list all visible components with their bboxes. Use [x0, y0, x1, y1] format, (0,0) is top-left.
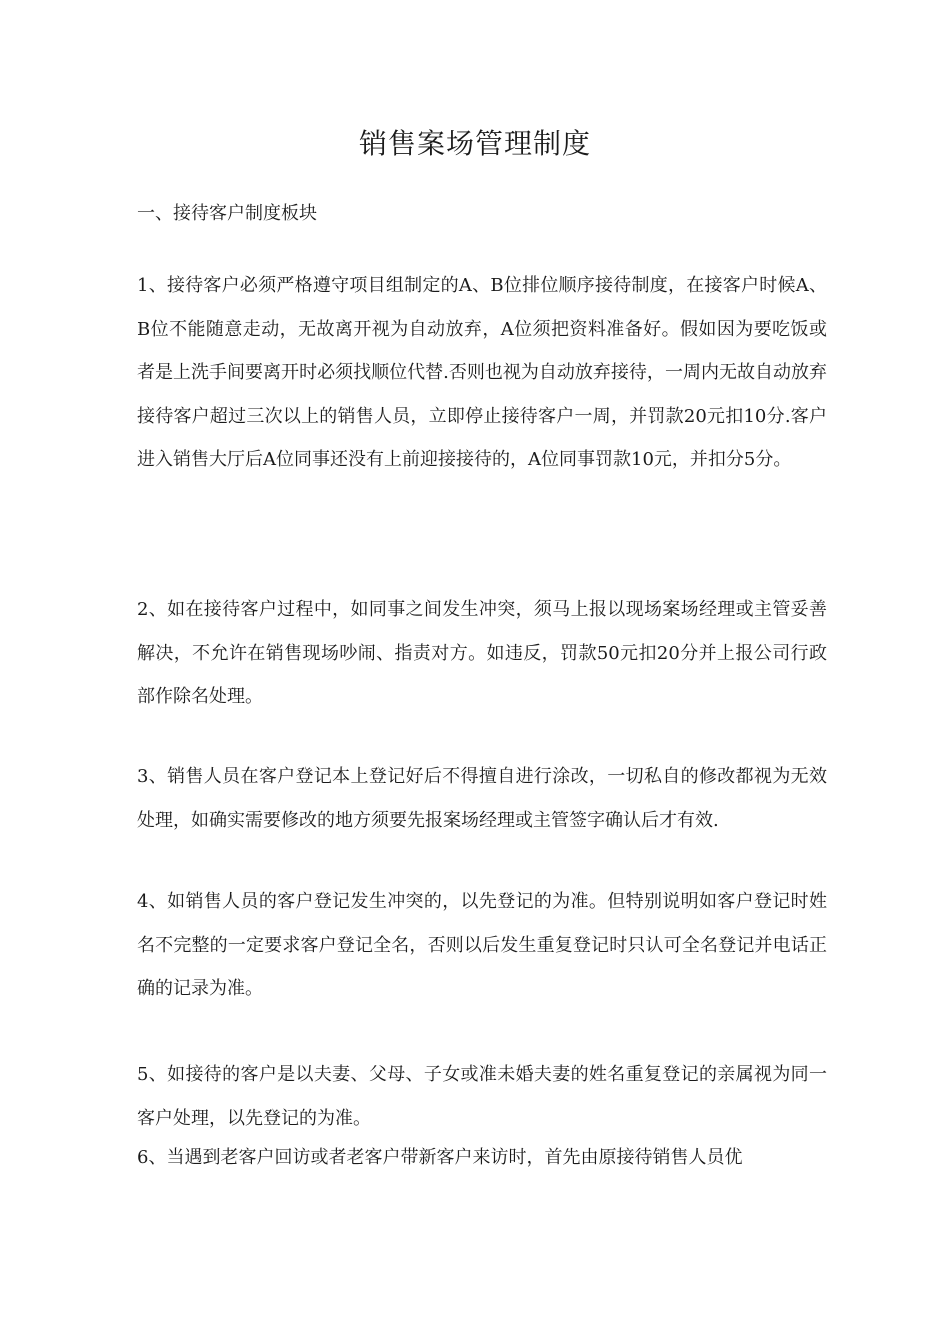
- paragraph-6: 6、当遇到老客户回访或者老客户带新客户来访时，首先由原接待销售人员优: [137, 1147, 743, 1168]
- paragraph-2: 2、如在接待客户过程中，如同事之间发生冲突，须马上报以现场案场经理或主管妥善解决，不允许在销售现场吵闹、指责对方。如违反，罚款50元扣20分并上报公司行政部作除名处理。: [137, 599, 827, 707]
- section-heading: 一、接待客户制度板块: [137, 203, 317, 224]
- paragraph-5: 5、如接待的客户是以夫妻、父母、子女或准未婚夫妻的姓名重复登记的亲属视为同一客户处理，以先登记的为准。: [137, 1064, 827, 1129]
- paragraph-4: 4、如销售人员的客户登记发生冲突的，以先登记的为准。但特别说明如客户登记时姓名不完整的一定要求客户登记全名，否则以后发生重复登记时只认可全名登记并电话正确的记录为准。: [137, 891, 827, 999]
- paragraph-3: 3、销售人员在客户登记本上登记好后不得擅自进行涂改，一切私自的修改都视为无效处理，如确实需要修改的地方须要先报案场经理或主管签字确认后才有效.: [137, 766, 827, 831]
- page-title: 销售案场管理制度: [358, 127, 591, 160]
- paragraph-1: 1、接待客户必须严格遵守项目组制定的A、B位排位顺序接待制度，在接客户时候A、B位不能随意走动，无故离开视为自动放弃，A位须把资料准备好。假如因为要吃饭或者是上洗手间要离开时必须找顺位代替.否则也视为自动放弃接待，一周内无故自动放弃接待客户超过三次以上的销售人员，立即停止接待客户一周，并罚款20元扣10分.客户进入销售大厅后A位同事还没有上前迎接接待的，A位同事罚款10元，并扣分5分。: [137, 275, 827, 470]
